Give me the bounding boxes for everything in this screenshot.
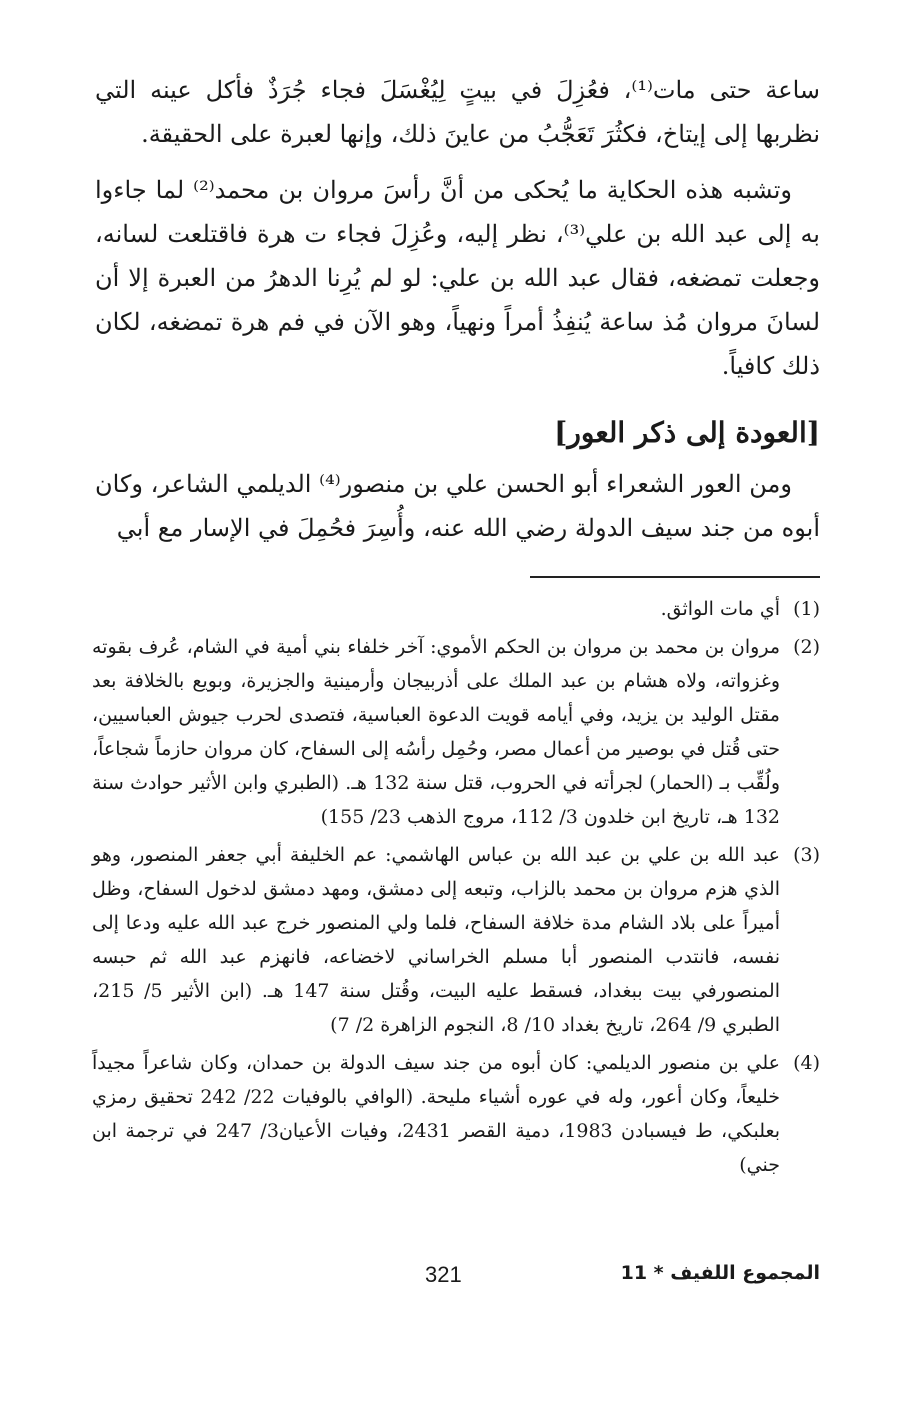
footnote-number: (4) [793,1052,820,1074]
page-footer [95,1262,820,1302]
footnote-2 [92,630,820,834]
footnote-1 [92,592,820,626]
page-number: 321 [425,1262,462,1287]
paragraph-2: وتشبه هذه الحكاية ما يُحكى من أنَّ رأسَ مروان بن محمد⁽²⁾ لما جاءوا به إلى عبد الله بن علي⁽³⁾، نظر إليه، وعُزِلَ فجاء ت هرة فاقتلعت لسانه، وجعلت تمضغه، فقال عبد الله بن علي: لو لم يُرِنا الدهرُ من العبرة إلا أن لسانَ مروان مُذ ساعة يُنفِذُ أمراً ونهياً، وهو الآن في فم هرة تمضغه، لكان ذلك كافياً. [95,176,820,380]
section-text [95,462,820,550]
footnotes [92,592,820,1186]
footnote-text: عبد الله بن علي بن عبد الله بن عباس الهاشمي: عم الخليفة أبي جعفر المنصور، وهو الذي هزم مروان بن محمد بالزاب، وتبعه إلى دمشق، ومهد دمشق لدخول السفاح، وظل أميراً على بلاد الشام مدة خلافة السفاح، فلما ولي المنصور خرج عبد الله عليه ودعا إلى نفسه، فانتدب المنصور أبا مسلم الخراساني لاخضاعه، فانهزم عبد الله ثم حبسه المنصورفي بيت ببغداد، فسقط عليه البيت، وقُتل سنة 147 هـ. (ابن الأثير 5/ 215، الطبري 9/ 264، تاريخ بغداد 10/ 8، النجوم الزاهرة 2/ 7) [92,844,780,1036]
footnote-3 [92,838,820,1042]
footnote-4 [92,1046,820,1182]
main-text [95,68,820,400]
footnote-text: مروان بن محمد بن مروان بن الحكم الأموي: آخر خلفاء بني أمية في الشام، عُرف بقوته وغزواته، ولاه هشام بن عبد الملك على أذربيجان وأرمينية والجزيرة، وبويع بالخلافة بعد مقتل الوليد بن يزيد، وفي أيامه قويت الدعوة العباسية، فتصدى لحرب جيوش العباسيين، حتى قُتل في بوصير من أعمال مصر، وحُمِل رأسُه إلى السفاح، كان مروان حازماً شجاعاً، ولُقِّب بـ (الحمار) لجرأته في الحروب، قتل سنة 132 هـ. (الطبري وابن الأثير حوادث سنة 132 هـ، تاريخ ابن خلدون 3/ 112، مروج الذهب 23/ 155) [92,636,781,828]
footnote-number: (3) [793,844,820,866]
footnote-text: علي بن منصور الديلمي: كان أبوه من جند سيف الدولة بن حمدان، وكان شاعراً مجيداً خليعاً، وكان أعور، وله في عوره أشياء مليحة. (الوافي بالوفيات 22/ 242 تحقيق رمزي بعلبكي، ط فيسبادن 1983، دمية القصر 2431، وفيات الأعيان3/ 247 في ترجمة ابن جني) [92,1052,780,1176]
section-heading: [العودة إلى ذكر العور] [554,416,820,449]
footnote-number: (2) [793,636,820,658]
footnote-text: أي مات الواثق. [660,598,780,620]
paragraph-1: ساعة حتى مات⁽¹⁾، فعُزِلَ في بيتٍ لِيُغْسَلَ فجاء جُرَذٌ فأكل عينه التي نظربها إلى إيتاخ، فكثُرَ تَعَجُّبُ من عاينَ ذلك، وإنها لعبرة على الحقيقة. [95,76,821,148]
running-title: المجموع اللفيف * 11 [620,1262,820,1284]
footnote-number: (1) [793,598,820,620]
paragraph-3: ومن العور الشعراء أبو الحسن علي بن منصور⁽⁴⁾ الديلمي الشاعر، وكان أبوه من جند سيف الدولة رضي الله عنه، وأُسِرَ فحُمِلَ في الإسار مع أبي [95,470,820,542]
footnote-divider [530,576,820,578]
